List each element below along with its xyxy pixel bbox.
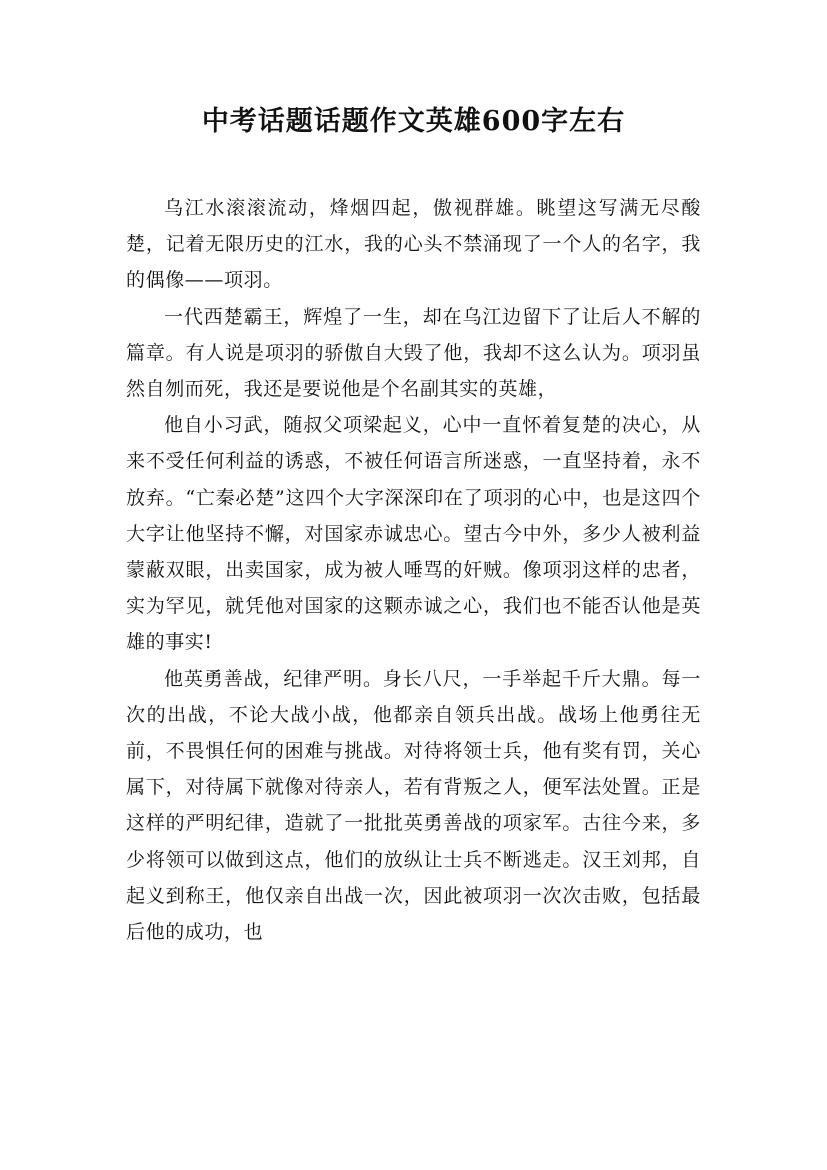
paragraph-3: 他自小习武，随叔父项梁起义，心中一直怀着复楚的决心，从来不受任何利益的诱惑，不被任何语言所迷惑，一直坚持着，永不放弃。“亡秦必楚”这四个大字深深印在了项羽的心中，也是这四个大字让他坚持不懈，对国家赤诚忠心。望古今中外，多少人被利益蒙蔽双眼，出卖国家，成为被人唾骂的奸贼。像项羽这样的忠者，实为罕见，就凭他对国家的这颗赤诚之心，我们也不能否认他是英雄的事实! <box>126 414 701 654</box>
document-body <box>126 190 701 950</box>
document-title: 中考话题话题作文英雄600字左右 <box>201 106 626 137</box>
paragraph-2: 一代西楚霸王，辉煌了一生，却在乌江边留下了让后人不解的篇章。有人说是项羽的骄傲自大毁了他，我却不这么认为。项羽虽然自刎而死，我还是要说他是个名副其实的英雄， <box>126 305 701 401</box>
paragraph-1: 乌江水滚滚流动，烽烟四起，傲视群雄。眺望这写满无尽酸楚，记着无限历史的江水，我的心头不禁涌现了一个人的名字，我的偶像——项羽。 <box>126 197 701 292</box>
paragraph-4: 他英勇善战，纪律严明。身长八尺，一手举起千斤大鼎。每一次的出战，不论大战小战，他都亲自领兵出战。战场上他勇往无前，不畏惧任何的困难与挑战。对待将领士兵，他有奖有罚，关心属下，对待属下就像对待亲人，若有背叛之人，便军法处置。正是这样的严明纪律，造就了一批批英勇善战的项家军。古往今来，多少将领可以做到这点，他们的放纵让士兵不断逃走。汉王刘邦，自起义到称王，他仅亲自出战一次，因此被项羽一次次击败，包括最后他的成功，也 <box>126 667 701 944</box>
